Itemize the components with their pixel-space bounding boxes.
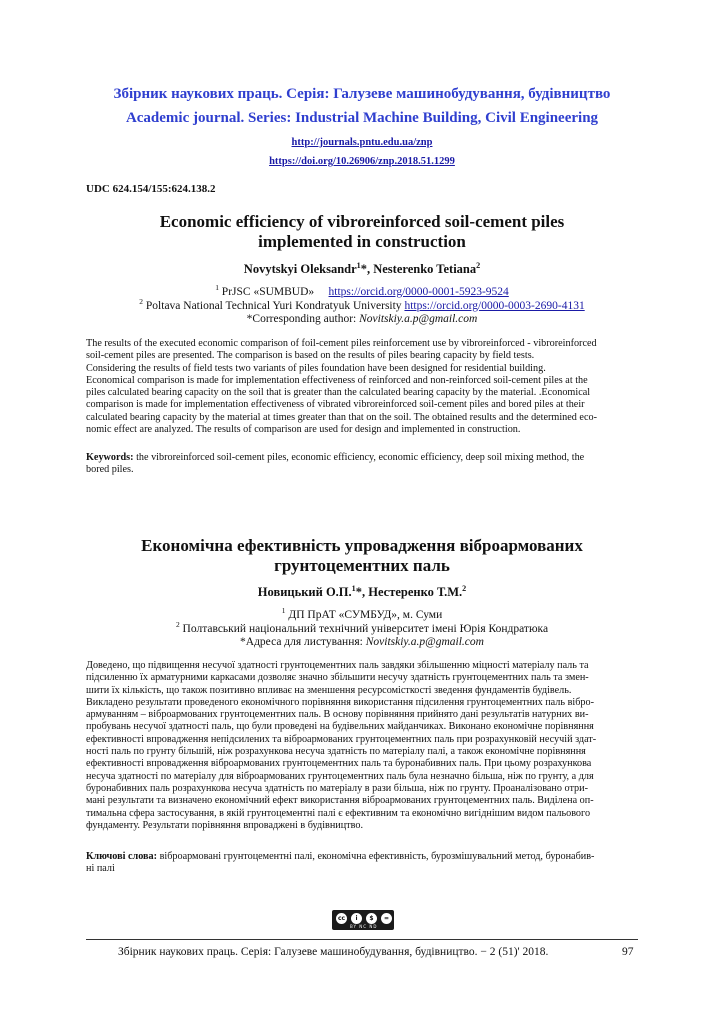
doi-line <box>0 156 724 167</box>
cc-tags <box>350 924 377 929</box>
ua-aff1 <box>0 606 724 623</box>
orcid-link-1[interactable]: https://orcid.org/0000-0001-5923-9524 <box>328 286 509 298</box>
author1-mark: *, <box>360 262 374 276</box>
nc-icon: $ <box>365 912 378 925</box>
abstract-line: пробувань несучої здатності паль, що були проведені на будівельних майданчиках. Виконано економічне порівняння <box>86 721 594 733</box>
abstract-line: підсиленню їх арматурними каркасами дозволяє значно збільшити несучу здатність грунтоцементних паль та змен- <box>86 672 589 684</box>
orcid-link-2[interactable]: https://orcid.org/0000-0003-2690-4131 <box>404 299 585 312</box>
udc-code: UDC 624.154/155:624.138.2 <box>86 183 216 195</box>
ua-author1-sup: 1 <box>351 583 356 593</box>
abstract-line: nomic effect are analyzed. The results of comparison are used for design and implemented in construction. <box>86 424 521 436</box>
abstract-line: calculated bearing capacity by the material at times greater than that on the soil. The obtained results and the determined eco- <box>86 411 597 423</box>
english-aff2 <box>0 296 724 314</box>
abstract-line: мані результати та визначено економічний ефект використання віброармованих грунтоцементних паль. Виділена оп- <box>86 795 594 807</box>
ukrainian-authors <box>0 585 724 600</box>
ua-aff2-text: Полтавський національний технічний університет імені Юрія Кондратюка <box>179 622 549 635</box>
aff2-sup: 2 <box>139 296 144 306</box>
english-title-line2: implemented in construction <box>258 232 466 251</box>
abstract-line: ефективності впровадження віброармованих грунтоцементних паль та буронабивних паль. При цьому розрахункова <box>86 758 592 770</box>
keywords-text: the vibroreinforced soil-cement piles, economic efficiency, economic efficiency, deep soil mixing method, the <box>133 452 585 463</box>
cc-tag-nc: NC <box>359 924 368 929</box>
keywords-line: bored piles. <box>86 464 134 476</box>
english-authors <box>0 262 724 277</box>
ua-author1-mark: *, <box>355 585 369 599</box>
ua-keywords-text: віброармовані грунтоцементні палі, економічна ефективність, бурозмішувальний метод, буронабив- <box>157 851 595 862</box>
ua-aff1-text: ДП ПрАТ «СУМБУД», м. Суми <box>285 609 443 621</box>
ukrainian-keywords <box>86 851 638 876</box>
nd-icon: = <box>380 912 393 925</box>
english-aff1 <box>0 283 724 300</box>
abstract-line: Considering the results of field tests two variants of piles foundation have been designed for residential building. <box>86 362 546 374</box>
abstract-line: фундаменту. Результати порівняння впроваджені в будівництво. <box>86 819 364 831</box>
cc-by-nc-nd-icon[interactable] <box>332 910 394 930</box>
ua-aff1-sup: 1 <box>281 606 286 616</box>
journal-url-link[interactable]: http://journals.pntu.edu.ua/znp <box>291 137 433 148</box>
ukrainian-title-line1: Економічна ефективність упровадження віброармованих <box>141 536 583 555</box>
keywords-line <box>86 452 638 464</box>
abstract-line: Economical comparison is made for implementation effectiveness of reinforced and non-reinforced soil-cement piles at the <box>86 374 588 386</box>
aff1-text: PrJSC «SUMBUD» <box>218 286 329 298</box>
by-icon: i <box>350 912 363 925</box>
journal-title-ua: Збірник наукових праць. Серія: Галузеве машинобудування, будівництво <box>113 86 611 102</box>
english-corresponding <box>0 313 724 327</box>
abstract-line: The results of the executed economic comparison of foil-cement piles reinforcement use by vibroreinforced - vibroreinforced <box>86 338 597 349</box>
journal-title-en: Academic journal. Series: Industrial Machine Building, Civil Engineering <box>125 110 599 126</box>
author1-name: Novytskyi Oleksandr <box>243 262 357 276</box>
english-keywords <box>86 452 638 477</box>
ua-aff2 <box>0 619 724 637</box>
author2-sup: 2 <box>476 260 481 270</box>
journal-url-line <box>0 137 724 148</box>
abstract-line: comparison is made for implementation effectiveness of vibrated vibroreinforced soil-cement piles and bored piles at their <box>86 399 585 411</box>
keywords-line <box>86 851 638 863</box>
abstract-line: Доведено, що підвищення несучої здатності грунтоцементних паль завдяки збільшенню міцності матеріалу паль та <box>86 660 589 671</box>
cc-tag-by: BY <box>350 924 357 929</box>
abstract-line: soil-cement piles are presented. The comparison is based on the results of piles bearing capacity by field tests. <box>86 350 535 362</box>
page-number: 97 <box>622 946 634 958</box>
ukrainian-abstract <box>86 660 638 832</box>
cc-tag-nd: ND <box>369 924 378 929</box>
ukrainian-title-line2: грунтоцементних паль <box>274 556 450 575</box>
ua-author2-name: Нестеренко Т.М. <box>368 585 463 599</box>
abstract-line: ефективності впровадження непідсилених та віброармованих грунтоцементних паль при розрахунковій несучій здат- <box>86 733 597 745</box>
ua-corresponding <box>0 636 724 650</box>
author2-name: Nesterenko Tetiana <box>373 262 477 276</box>
abstract-line: армуванням – віброармованих грунтоцементних паль. В основу порівняння прийнято дані результатів натурних ви- <box>86 709 589 721</box>
abstract-line: piles calculated bearing capacity on the soil that is greater than the calculated bearing capacity by the material. .Economical <box>86 387 591 399</box>
abstract-line: Викладено результати проведеного економічного порівняння використання підсилення грунтоцементних паль вібро- <box>86 696 594 708</box>
cc-icon: cc <box>335 912 348 925</box>
ua-corr-label: *Адреса для листування: <box>240 636 366 648</box>
keywords-line: ні палі <box>86 863 115 875</box>
ua-corr-email: Novitskiy.a.p@gmail.com <box>365 636 484 648</box>
corr-label: *Corresponding author: <box>246 313 360 325</box>
ua-keywords-label: Ключові слова: <box>86 851 158 862</box>
author1-sup: 1 <box>356 260 361 270</box>
doi-link[interactable]: https://doi.org/10.26906/znp.2018.51.1299 <box>269 156 455 167</box>
aff2-text: Poltava National Technical Yuri Kondratyuk University <box>143 299 405 312</box>
ua-aff2-sup: 2 <box>175 619 180 629</box>
keywords-label: Keywords: <box>86 452 134 463</box>
abstract-line: несуча здатності по матеріалу для віброармованих грунтоцементних паль була незначно більша, ніж по грунту, а для <box>86 770 594 782</box>
ua-author2-sup: 2 <box>462 583 467 593</box>
abstract-line: шити їх кількість, що також позитивно впливає на зменшення ресурсомісткості зведення фундаментів будівель. <box>86 684 572 696</box>
corr-email: Novitskiy.a.p@gmail.com <box>359 313 478 325</box>
footer-divider <box>86 939 638 940</box>
ukrainian-title <box>60 536 664 576</box>
ukrainian-affiliations <box>0 606 724 650</box>
english-abstract <box>86 338 638 436</box>
abstract-line: ності паль по грунту більшій, ніж розрахункова несуча здатність по матеріалу палі, а також економічне порівняння <box>86 746 586 758</box>
aff1-sup: 1 <box>215 283 219 293</box>
ua-author1-name: Новицький О.П. <box>257 585 352 599</box>
abstract-line: тимальна сфера застосування, в якій грунтоцементні палі є ефективним та економічно вигіднішим видом пальового <box>86 807 591 819</box>
abstract-line: буронабивних паль розрахункова несуча здатність по матеріалу в рази більша, ніж по грунту. Проаналізовано отри- <box>86 782 588 794</box>
footer-journal: Збірник наукових праць. Серія: Галузеве машинобудування, будівництво. − 2 (51)' 2018. <box>118 946 549 958</box>
english-title-line1: Economic efficiency of vibroreinforced soil-cement piles <box>159 212 565 231</box>
english-title <box>60 212 664 252</box>
english-affiliations <box>0 283 724 327</box>
